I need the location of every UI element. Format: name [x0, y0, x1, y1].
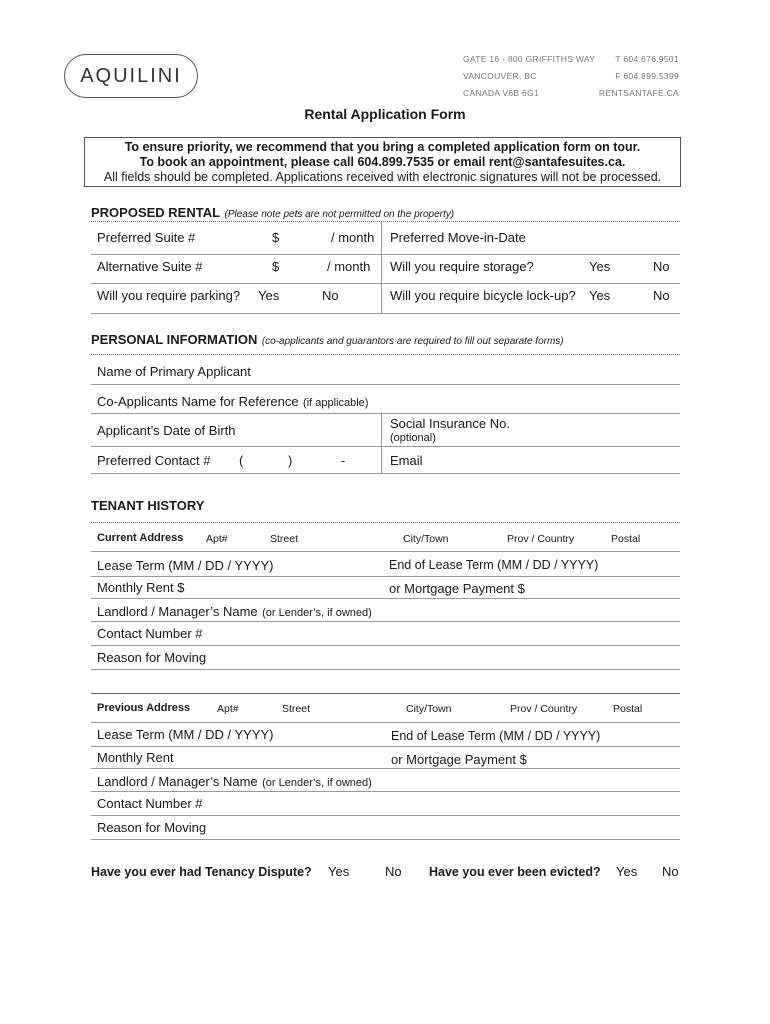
current-reason-moving-label: Reason for Moving: [97, 650, 207, 665]
lender-note: (or Lender’s, if owned): [262, 607, 372, 619]
bicycle-yes-option[interactable]: Yes: [589, 288, 611, 303]
current-city-label: City/Town: [403, 533, 449, 545]
previous-lease-term-label: Lease Term (MM / DD / YYYY): [97, 727, 274, 742]
alternative-suite-dollar: $: [272, 259, 280, 274]
divider: [91, 598, 680, 599]
column-divider: [381, 414, 382, 473]
divider: [91, 645, 680, 646]
alternative-suite-month: / month: [327, 259, 371, 274]
preferred-suite-month: / month: [331, 230, 375, 245]
previous-end-lease-label: End of Lease Term (MM / DD / YYYY): [391, 729, 601, 743]
co-applicants-label: Co-Applicants Name for Reference (if applicable): [97, 394, 369, 409]
previous-address-label: Previous Address: [97, 702, 191, 714]
phone-number: T 604.676.9501: [615, 54, 679, 64]
bicycle-lockup-label: Will you require bicycle lock-up?: [390, 288, 576, 303]
previous-prov-label: Prov / Country: [510, 703, 578, 715]
notice-line-3: All fields should be completed. Applications received with electronic signatures will not be processed.: [103, 170, 662, 184]
divider: [91, 446, 680, 447]
address-line-1: GATE 16 - 800 GRIFFITHS WAY: [463, 54, 596, 64]
notice-line-2: To book an appointment, please call 604.899.7535 or email rent@santafesuites.ca.: [139, 155, 626, 169]
preferred-suite-dollar: $: [272, 230, 280, 245]
proposed-rental-note: (Please note pets are not permitted on the property): [224, 209, 455, 220]
email-label: Email: [390, 453, 423, 468]
fax-number: F 604.899.5399: [615, 71, 679, 81]
divider: [91, 722, 680, 723]
move-in-date-label: Preferred Move-in-Date: [390, 230, 526, 245]
divider: [91, 473, 680, 474]
notice-line-1: To ensure priority, we recommend that you bring a completed application form on tour.: [124, 140, 641, 154]
divider: [91, 254, 680, 255]
current-landlord-label: Landlord / Manager’s Name (or Lender’s, if owned): [97, 604, 372, 619]
current-street-label: Street: [270, 533, 299, 545]
previous-postal-label: Postal: [613, 703, 643, 715]
logo-text: AQUILINI: [80, 64, 182, 87]
address-line-2: VANCOUVER, BC: [463, 71, 537, 81]
current-prov-label: Prov / Country: [507, 533, 575, 545]
divider: [91, 384, 680, 385]
evicted-no-option[interactable]: No: [662, 864, 679, 879]
personal-info-note: (co-applicants and guarantors are required to fill out separate forms): [261, 336, 564, 347]
current-monthly-rent-label: Monthly Rent $: [97, 580, 185, 595]
phone-dash: -: [341, 453, 346, 468]
alternative-suite-label: Alternative Suite #: [97, 259, 203, 274]
parking-yes-option[interactable]: Yes: [258, 288, 280, 303]
divider: [91, 791, 680, 792]
divider: [91, 576, 680, 577]
form-title: Rental Application Form: [304, 106, 466, 122]
current-lease-term-label: Lease Term (MM / DD / YYYY): [97, 558, 274, 573]
current-contact-number-label: Contact Number #: [97, 626, 203, 641]
divider: [91, 746, 680, 747]
divider: [91, 768, 680, 769]
divider: [91, 693, 680, 694]
evicted-question: Have you ever been evicted?: [429, 865, 601, 879]
divider: [91, 413, 680, 414]
current-mortgage-label: or Mortgage Payment $: [389, 581, 525, 596]
divider: [91, 522, 680, 523]
divider: [91, 221, 680, 222]
divider: [91, 815, 680, 816]
evicted-yes-option[interactable]: Yes: [616, 864, 638, 879]
current-end-lease-label: End of Lease Term (MM / DD / YYYY): [389, 558, 599, 572]
preferred-suite-label: Preferred Suite #: [97, 230, 196, 245]
parking-label: Will you require parking?: [97, 288, 241, 303]
dispute-yes-option[interactable]: Yes: [328, 864, 350, 879]
area-code-open-paren: (: [239, 453, 244, 468]
divider: [91, 313, 680, 314]
divider: [91, 354, 680, 355]
divider: [91, 551, 680, 552]
aquilini-logo: [64, 54, 198, 98]
column-divider: [381, 222, 382, 314]
divider: [91, 283, 680, 284]
tenancy-dispute-question: Have you ever had Tenancy Dispute?: [91, 865, 312, 879]
social-insurance-label: Social Insurance No.: [390, 416, 510, 431]
previous-mortgage-label: or Mortgage Payment $: [391, 752, 527, 767]
storage-no-option[interactable]: No: [653, 259, 670, 274]
divider: [91, 621, 680, 622]
previous-landlord-label: Landlord / Manager’s Name (or Lender’s, if owned): [97, 774, 372, 789]
divider: [91, 669, 680, 670]
preferred-contact-label: Preferred Contact #: [97, 453, 211, 468]
optional-note: (optional): [390, 432, 436, 444]
current-apt-label: Apt#: [206, 533, 228, 545]
lender-note: (or Lender’s, if owned): [262, 777, 372, 789]
current-address-label: Current Address: [97, 532, 184, 544]
previous-contact-number-label: Contact Number #: [97, 796, 203, 811]
previous-city-label: City/Town: [406, 703, 452, 715]
parking-no-option[interactable]: No: [322, 288, 339, 303]
address-line-3: CANADA V6B 6G1: [463, 88, 540, 98]
storage-label: Will you require storage?: [390, 259, 534, 274]
tenant-history-heading: TENANT HISTORY: [91, 498, 205, 513]
current-postal-label: Postal: [611, 533, 641, 545]
proposed-rental-heading: PROPOSED RENTAL (Please note pets are not permitted on the property): [91, 205, 455, 220]
priority-notice: [84, 137, 681, 187]
if-applicable-note: (if applicable): [303, 397, 369, 409]
divider: [91, 839, 680, 840]
date-of-birth-label: Applicant’s Date of Birth: [97, 423, 236, 438]
dispute-no-option[interactable]: No: [385, 864, 402, 879]
personal-info-heading: PERSONAL INFORMATION (co-applicants and guarantors are required to fill out separate forms): [91, 332, 564, 347]
previous-apt-label: Apt#: [217, 703, 239, 715]
previous-monthly-rent-label: Monthly Rent: [97, 750, 174, 765]
previous-street-label: Street: [282, 703, 311, 715]
area-code-close-paren: ): [288, 453, 293, 468]
website: RENTSANTAFE.CA: [598, 88, 679, 98]
previous-reason-moving-label: Reason for Moving: [97, 820, 207, 835]
bicycle-no-option[interactable]: No: [653, 288, 670, 303]
storage-yes-option[interactable]: Yes: [589, 259, 611, 274]
primary-applicant-label: Name of Primary Applicant: [97, 364, 251, 379]
